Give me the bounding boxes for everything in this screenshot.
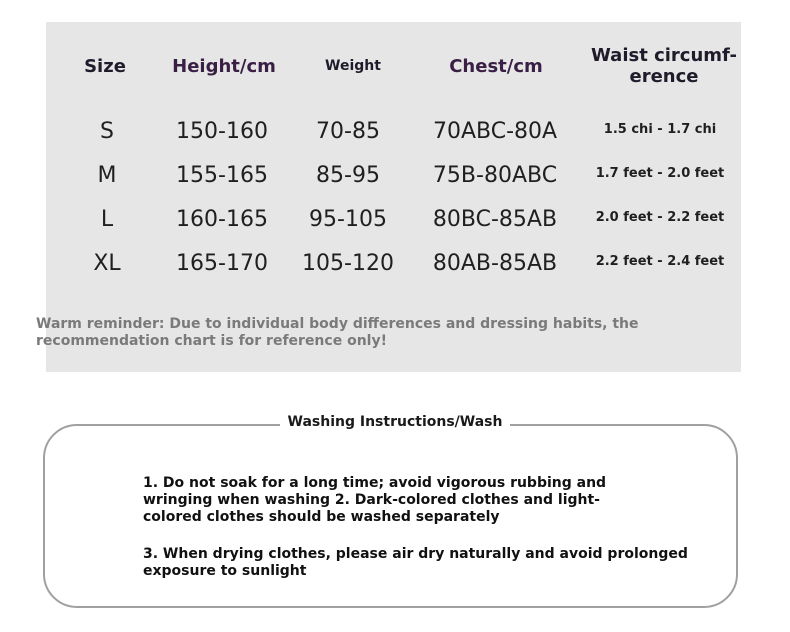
height-cell: 165-170: [176, 251, 268, 276]
weight-cell: 70-85: [316, 119, 380, 144]
washing-instruction-3: 3. When drying clothes, please air dry naturally and avoid prolonged exposure to sunlight: [143, 546, 688, 579]
size-cell: S: [100, 119, 114, 144]
size-cell: XL: [93, 251, 121, 276]
chest-cell: 75B-80ABC: [432, 163, 558, 188]
waist-cell: 1.5 chi - 1.7 chi: [603, 122, 717, 137]
header-chest: Chest/cm: [449, 56, 543, 77]
height-cell: 150-160: [176, 119, 268, 144]
header-waist: Waist circumf-erence: [590, 45, 738, 87]
weight-cell: 105-120: [302, 251, 394, 276]
size-cell: L: [100, 207, 114, 232]
height-cell: 155-165: [176, 163, 268, 188]
warm-reminder: Warm reminder: Due to individual body differences and dressing habits, the recommendation chart is for reference only!: [36, 316, 639, 349]
height-cell: 160-165: [176, 207, 268, 232]
waist-cell: 2.2 feet - 2.4 feet: [595, 254, 725, 269]
weight-cell: 95-105: [309, 207, 387, 232]
chest-cell: 70ABC-80A: [432, 119, 558, 144]
chest-cell: 80AB-85AB: [432, 251, 558, 276]
weight-cell: 85-95: [316, 163, 380, 188]
header-weight: Weight: [325, 58, 381, 74]
waist-cell: 1.7 feet - 2.0 feet: [595, 166, 725, 181]
washing-instruction-1-2: 1. Do not soak for a long time; avoid vigorous rubbing and wringing when washing 2. Dark-colored clothes and light-colored clothes should be washed separately: [143, 475, 607, 525]
chest-cell: 80BC-85AB: [432, 207, 558, 232]
header-size: Size: [84, 56, 126, 77]
size-cell: M: [97, 163, 117, 188]
washing-title: Washing Instructions/Wash: [280, 412, 510, 432]
waist-cell: 2.0 feet - 2.2 feet: [595, 210, 725, 225]
header-height: Height/cm: [172, 56, 276, 77]
